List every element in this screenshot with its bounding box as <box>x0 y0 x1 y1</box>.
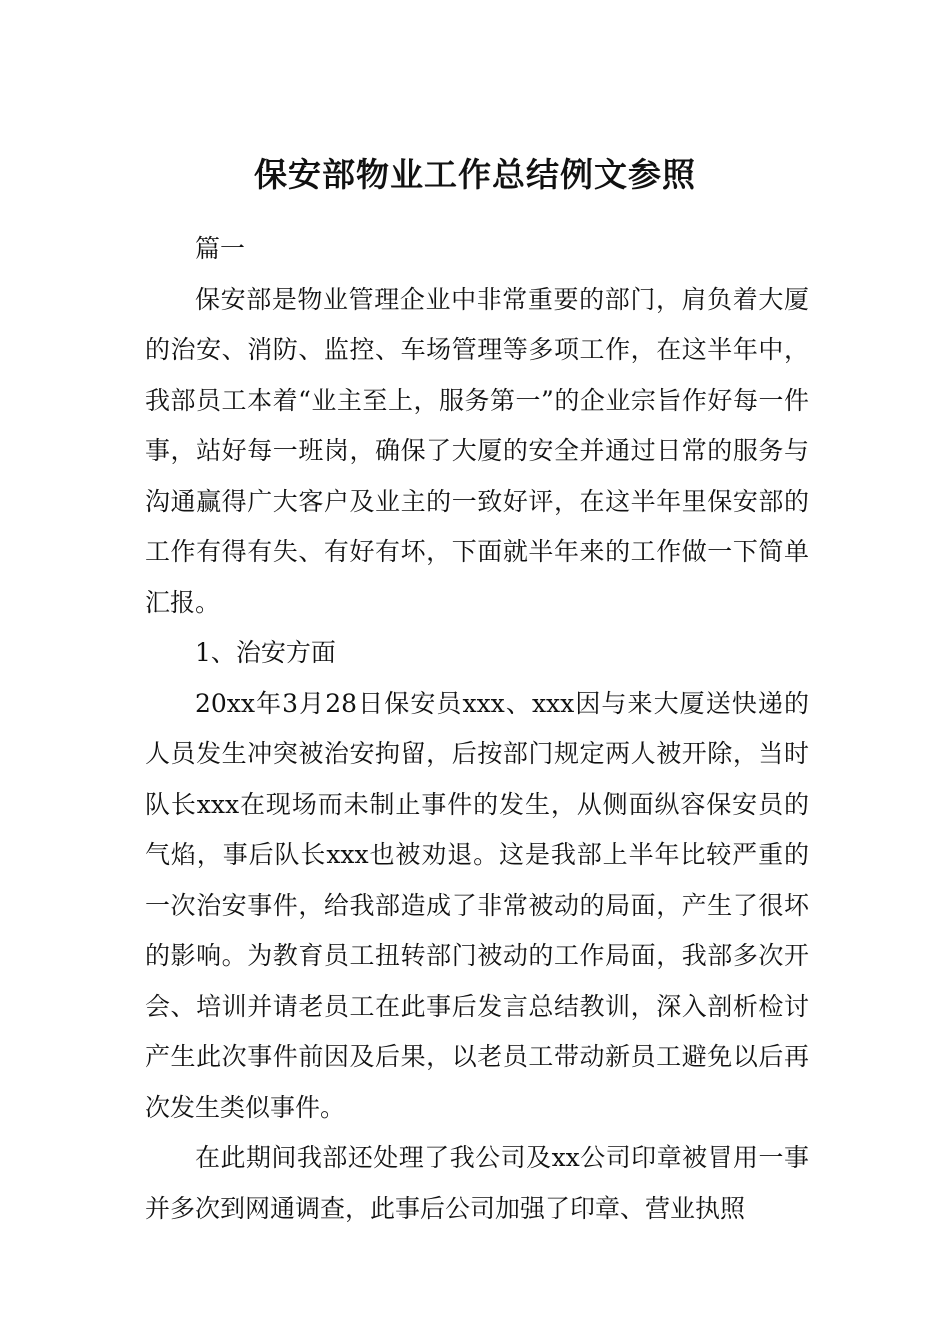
intro-paragraph: 保安部是物业管理企业中非常重要的部门，肩负着大厦的治安、消防、监控、车场管理等多项工作，在这半年中，我部员工本着“业主至上，服务第一”的企业宗旨作好每一件事，站好每一班岗，确保了大厦的安全并通过日常的服务与沟通赢得广大客户及业主的一致好评，在这半年里保安部的工作有得有失、有好有坏，下面就半年来的工作做一下简单汇报。 <box>145 284 809 617</box>
document-title: 保安部物业工作总结例文参照 <box>254 155 696 195</box>
section-heading-security: 1、治安方面 <box>195 638 336 667</box>
incident-paragraph: 20xx年3月28日保安员xxx、xxx因与来大厦送快递的人员发生冲突被治安拘留，后按部门规定两人被开除，当时队长xxx在现场而未制止事件的发生，从侧面纵容保安员的气焰，事后队长xxx也被劝退。这是我部上半年比较严重的一次治安事件，给我部造成了非常被动的局面，产生了很坏的影响。为教育员工扭转部门被动的工作局面，我部多次开会、培训并请老员工在此事后发言总结教训，深入剖析检讨产生此次事件前因及后果，以老员工带动新员工避免以后再次发生类似事件。 <box>145 688 809 1122</box>
document-body <box>145 224 809 1234</box>
seal-paragraph: 在此期间我部还处理了我公司及xx公司印章被冒用一事并多次到网通调查，此事后公司加强了印章、营业执照 <box>145 1143 809 1223</box>
section-heading-part-one: 篇一 <box>195 234 246 263</box>
